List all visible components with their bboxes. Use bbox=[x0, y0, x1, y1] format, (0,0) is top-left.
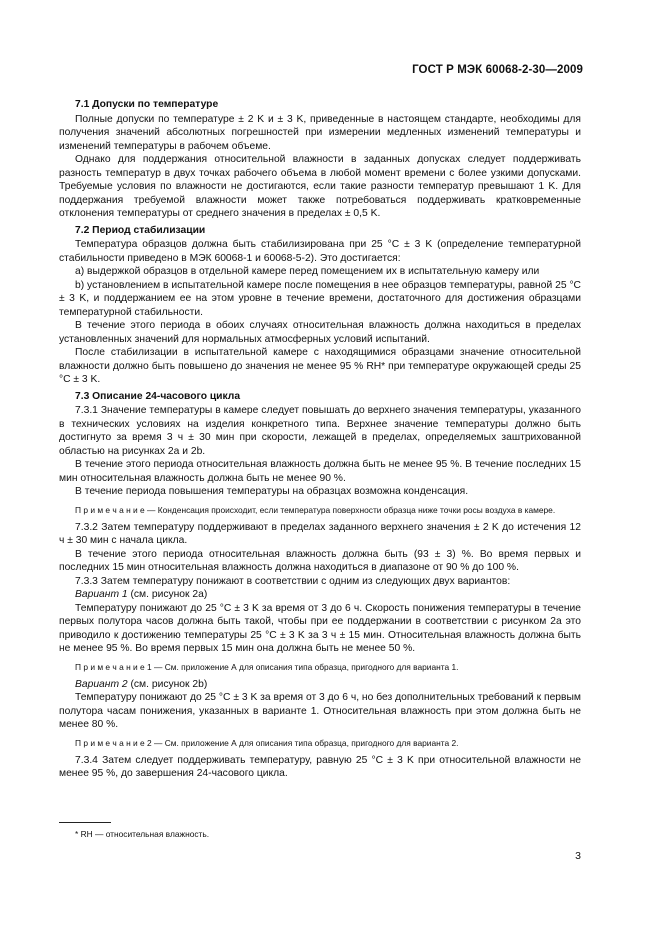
section-7-1-heading: 7.1 Допуски по температуре bbox=[75, 99, 219, 110]
list-item-a: а) выдержкой образцов в отдельной камере перед помещением их в испытательную камеру или bbox=[75, 266, 540, 277]
paragraph: Однако для поддержания относительной влажности в заданных допусках следует поддерживать разность температур в двух точках рабочего объема в любой момент времени с более узкими допусками. Требуемые условия по влажности не достигаются, если такие разности температур превышают 1 K. Для поддержания требуемой влажности может также потребоваться поддерживать кратковременные отклонения температуры от среднего значения в пределах ± 0,5 K. bbox=[59, 154, 581, 219]
standard-header: ГОСТ Р МЭК 60068-2-30—2009 bbox=[412, 64, 583, 76]
paragraph: 7.3.3 Затем температуру понижают в соответствии с одним из следующих двух вариантов: bbox=[75, 575, 511, 587]
paragraph: Температуру понижают до 25 °С ± 3 K за время от 3 до 6 ч. Скорость понижения температуры в течение первых полутора часов должна быть такой, чтобы при ее поддержании в соответствии с рисунком 2a это приводило к достижению температуры 25 °С ± 3 K за 3 ч ± 15 мин. Относительная влажность должна быть не менее 95 %. Во время первых 15 мин она должна быть не менее 50 %. bbox=[59, 602, 581, 654]
body-text bbox=[59, 95, 581, 781]
note-label: П р и м е ч а н и е 2 bbox=[75, 737, 152, 748]
paragraph: В течение этого периода относительная влажность должна быть не менее 95 %. В течение последних 15 мин относительная влажность должна быть не менее 90 %. bbox=[59, 459, 581, 484]
note-text: — См. приложение А для описания типа образца, пригодного для варианта 2. bbox=[151, 737, 459, 748]
section-7-3-heading: 7.3 Описание 24-часового цикла bbox=[75, 390, 241, 402]
footnote: * RH — относительная влажность. bbox=[75, 829, 210, 839]
note-1 bbox=[59, 661, 581, 673]
paragraph: После стабилизации в испытательной камере с находящимися образцами значение относительной влажности должно быть повышено до значения не менее 95 % RH* при температуре окружающей среды 25 °С ± 3 K. bbox=[59, 347, 581, 385]
paragraph: Температура образцов должна быть стабилизирована при 25 °С ± 3 K (определение температурной стабильности приведено в МЭК 60068-1 и 60068-5-2). Это достигается: bbox=[59, 239, 581, 264]
note-label: П р и м е ч а н и е bbox=[75, 504, 145, 515]
section-7-2-heading: 7.2 Период стабилизации bbox=[75, 224, 206, 236]
list-item-b: b) установлением в испытательной камере после помещения в нее образцов температуры, равной 25 °С ± 3 K, и поддержанием ее на этом уровне в течение времени, достаточного для достижения образцами температурной стабильности. bbox=[59, 279, 581, 318]
variant-ref: (см. рисунок 2b) bbox=[127, 678, 208, 690]
paragraph: 7.3.2 Затем температуру поддерживают в пределах заданного верхнего значения ± 2 K до истечения 12 ч ± 30 мин с начала цикла. bbox=[59, 521, 581, 546]
paragraph: Температуру понижают до 25 °С ± 3 K за время от 3 до 6 ч, но без дополнительных требований к первым полутора часам понижения, указанных в варианте 1. Относительная влажность при этом должна быть не менее 80 %. bbox=[59, 692, 581, 730]
paragraph: В течение этого периода относительная влажность должна быть (93 ± 3) %. Во время первых и последних 15 мин относительная влажность должна находиться в диапазоне от 90 % до 100 %. bbox=[59, 548, 581, 573]
paragraph: В течение периода повышения температуры на образцах возможна конденсация. bbox=[75, 486, 469, 497]
variant-2-heading bbox=[59, 678, 581, 692]
note bbox=[59, 504, 581, 516]
paragraph: В течение этого периода в обоих случаях относительная влажность должна находиться в пределах установленных значений для нормальных атмосферных условий испытаний. bbox=[59, 320, 581, 345]
note-2 bbox=[59, 737, 581, 749]
page-number: 3 bbox=[575, 850, 581, 862]
paragraph: 7.3.1 Значение температуры в камере следует повышать до верхнего значения температуры, указанного в технических условиях на изделия конкретного типа. Верхнее значение температуры должно быть достигнуто за время 3 ч ± 30 мин при скорости, лежащей в пределах, определяемых заштрихованной областью на рисунках 2a и 2b. bbox=[59, 405, 581, 457]
note-text: — Конденсация происходит, если температура поверхности образца ниже точки росы воздуха в камере. bbox=[144, 504, 556, 515]
variant-label: Вариант 1 bbox=[75, 589, 128, 600]
footnote-divider bbox=[59, 822, 111, 823]
note-text: — См. приложение А для описания типа образца, пригодного для варианта 1. bbox=[151, 661, 459, 672]
paragraph: Полные допуски по температуре ± 2 K и ± 3 K, приведенные в настоящем стандарте, необходимы для получения значений абсолютных погрешностей при измерении медленных изменений температуры и изменений температуры в рабочем объеме. bbox=[59, 113, 581, 152]
paragraph: 7.3.4 Затем следует поддерживать температуру, равную 25 °С ± 3 K при относительной влажности не менее 95 %, до завершения 24-часового цикла. bbox=[59, 754, 581, 779]
variant-label: Вариант 2 bbox=[75, 678, 128, 690]
note-label: П р и м е ч а н и е 1 bbox=[75, 661, 152, 672]
variant-ref: (см. рисунок 2a) bbox=[127, 589, 208, 600]
variant-1-heading bbox=[59, 588, 581, 602]
